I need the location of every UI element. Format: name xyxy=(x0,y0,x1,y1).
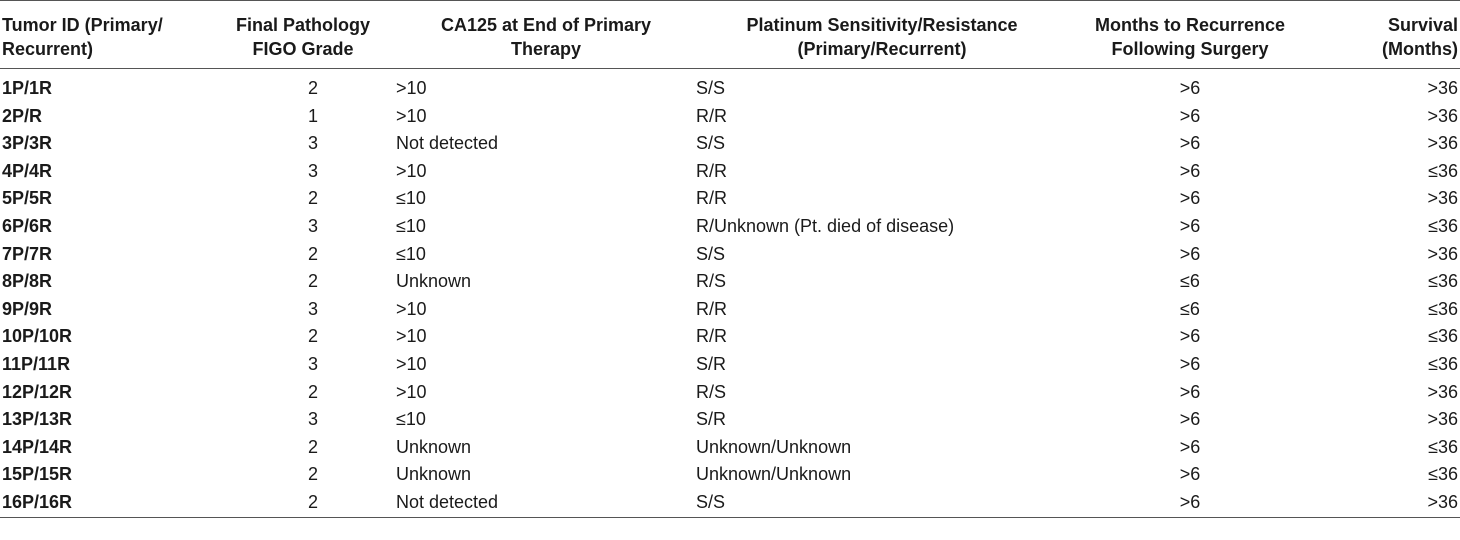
cell-tumor-id: 7P/7R xyxy=(2,243,53,264)
table-body xyxy=(0,69,1460,518)
cell-tumor-id: 4P/4R xyxy=(2,160,53,181)
cell-grade: 3 xyxy=(307,133,318,154)
cell-tumor-id: 2P/R xyxy=(2,105,43,126)
cell-months: >6 xyxy=(1179,105,1201,126)
cell-platinum: S/S xyxy=(696,133,726,154)
cell-survival: ≤36 xyxy=(1428,436,1458,457)
table-row xyxy=(0,461,1460,489)
header-survival-line2: (Months) xyxy=(1382,39,1458,59)
cell-ca125: >10 xyxy=(396,326,427,347)
cell-survival: >36 xyxy=(1427,491,1458,512)
table-header xyxy=(0,1,1460,69)
cell-ca125: Not detected xyxy=(396,491,499,512)
cell-grade: 3 xyxy=(307,409,318,430)
cell-platinum: S/R xyxy=(696,353,727,374)
cell-months: >6 xyxy=(1179,160,1201,181)
table-row xyxy=(0,489,1460,517)
cell-grade: 3 xyxy=(307,353,318,374)
cell-grade: 2 xyxy=(307,381,318,402)
cell-months: ≤6 xyxy=(1180,298,1200,319)
cell-ca125: ≤10 xyxy=(396,409,426,430)
cell-platinum: R/R xyxy=(696,160,727,181)
cell-ca125: ≤10 xyxy=(396,215,426,236)
table-row xyxy=(0,379,1460,407)
cell-survival: >36 xyxy=(1427,243,1458,264)
cell-platinum: R/R xyxy=(696,298,727,319)
cell-grade: 2 xyxy=(307,464,318,485)
cell-grade: 2 xyxy=(307,271,318,292)
cell-tumor-id: 1P/1R xyxy=(2,78,53,98)
header-grade-line1: Final Pathology xyxy=(235,15,370,35)
cell-platinum: S/R xyxy=(696,409,727,430)
table-row xyxy=(0,213,1460,241)
header-months-line2: Following Surgery xyxy=(1111,39,1269,59)
header-platinum-line2: (Primary/Recurrent) xyxy=(797,39,967,59)
cell-ca125: ≤10 xyxy=(396,188,426,209)
cell-grade: 2 xyxy=(307,243,318,264)
table-row xyxy=(0,103,1460,131)
header-platinum-line1: Platinum Sensitivity/Resistance xyxy=(746,15,1018,35)
cell-grade: 2 xyxy=(307,491,318,512)
cell-tumor-id: 11P/11R xyxy=(2,353,71,374)
cell-survival: >36 xyxy=(1427,78,1458,98)
cell-grade: 3 xyxy=(307,160,318,181)
cell-months: >6 xyxy=(1179,215,1201,236)
cell-months: >6 xyxy=(1179,78,1201,98)
cell-survival: >36 xyxy=(1427,381,1458,402)
cell-months: >6 xyxy=(1179,188,1201,209)
cell-survival: >36 xyxy=(1427,188,1458,209)
cell-months: >6 xyxy=(1179,491,1201,512)
cell-grade: 3 xyxy=(307,298,318,319)
header-survival xyxy=(1312,1,1460,69)
cell-survival: ≤36 xyxy=(1428,271,1458,292)
cell-ca125: >10 xyxy=(396,78,427,98)
cell-grade: 2 xyxy=(307,78,318,98)
cell-grade: 1 xyxy=(307,105,318,126)
cell-ca125: >10 xyxy=(396,381,427,402)
cell-ca125: >10 xyxy=(396,353,427,374)
cell-ca125: >10 xyxy=(396,105,427,126)
cell-tumor-id: 12P/12R xyxy=(2,381,73,402)
cell-platinum: R/Unknown (Pt. died of disease) xyxy=(696,215,955,236)
cell-platinum: S/S xyxy=(696,78,726,98)
cell-survival: >36 xyxy=(1427,133,1458,154)
cell-ca125: >10 xyxy=(396,160,427,181)
cell-tumor-id: 14P/14R xyxy=(2,436,73,457)
cell-ca125: Unknown xyxy=(396,271,472,292)
cell-months: >6 xyxy=(1179,436,1201,457)
cell-tumor-id: 9P/9R xyxy=(2,298,53,319)
cell-grade: 2 xyxy=(307,188,318,209)
header-platinum xyxy=(696,1,1068,69)
cell-ca125: Unknown xyxy=(396,464,472,485)
table-row xyxy=(0,351,1460,379)
cell-survival: ≤36 xyxy=(1428,353,1458,374)
cell-ca125: >10 xyxy=(396,298,427,319)
header-months-line1: Months to Recurrence xyxy=(1094,15,1286,35)
cell-tumor-id: 10P/10R xyxy=(2,326,73,347)
cell-ca125: Unknown xyxy=(396,436,472,457)
cell-grade: 3 xyxy=(307,215,318,236)
cell-platinum: S/S xyxy=(696,243,726,264)
table-row xyxy=(0,241,1460,269)
cell-months: >6 xyxy=(1179,464,1201,485)
cell-grade: 2 xyxy=(307,326,318,347)
table-row xyxy=(0,158,1460,186)
cell-months: >6 xyxy=(1179,353,1201,374)
cell-months: >6 xyxy=(1179,326,1201,347)
table-row xyxy=(0,323,1460,351)
header-ca125-line1: CA125 at End of Primary xyxy=(440,15,652,35)
cell-tumor-id: 5P/5R xyxy=(2,188,53,209)
cell-months: >6 xyxy=(1179,133,1201,154)
cell-tumor-id: 13P/13R xyxy=(2,409,73,430)
cell-survival: >36 xyxy=(1427,409,1458,430)
cell-months: >6 xyxy=(1179,381,1201,402)
header-tumor-id xyxy=(0,1,210,69)
table-row xyxy=(0,69,1460,103)
cell-platinum: Unknown/Unknown xyxy=(696,464,852,485)
cell-survival: ≤36 xyxy=(1428,215,1458,236)
cell-months: >6 xyxy=(1179,409,1201,430)
cell-survival: ≤36 xyxy=(1428,160,1458,181)
cell-tumor-id: 6P/6R xyxy=(2,215,53,236)
table-row xyxy=(0,268,1460,296)
cell-platinum: R/R xyxy=(696,105,727,126)
header-grade xyxy=(210,1,396,69)
cell-ca125: Not detected xyxy=(396,133,499,154)
header-ca125-line2: Therapy xyxy=(510,39,582,59)
cell-platinum: S/S xyxy=(696,491,726,512)
table-row xyxy=(0,406,1460,434)
table-row xyxy=(0,434,1460,462)
cell-platinum: R/S xyxy=(696,271,727,292)
cell-platinum: R/S xyxy=(696,381,727,402)
cell-months: >6 xyxy=(1179,243,1201,264)
cell-tumor-id: 8P/8R xyxy=(2,271,53,292)
cell-survival: ≤36 xyxy=(1428,464,1458,485)
header-survival-line1: Survival xyxy=(1387,15,1458,35)
table-row xyxy=(0,185,1460,213)
header-ca125 xyxy=(396,1,696,69)
table-row xyxy=(0,130,1460,158)
table-row xyxy=(0,296,1460,324)
cell-survival: ≤36 xyxy=(1428,298,1458,319)
cell-survival: ≤36 xyxy=(1428,326,1458,347)
header-months xyxy=(1068,1,1312,69)
header-tumor-id-line1: Tumor ID (Primary/ xyxy=(2,15,163,35)
cell-months: ≤6 xyxy=(1180,271,1200,292)
cell-tumor-id: 3P/3R xyxy=(2,133,53,154)
cell-tumor-id: 15P/15R xyxy=(2,464,73,485)
cell-survival: >36 xyxy=(1427,105,1458,126)
cell-platinum: R/R xyxy=(696,188,727,209)
cell-grade: 2 xyxy=(307,436,318,457)
cell-tumor-id: 16P/16R xyxy=(2,491,73,512)
cell-platinum: Unknown/Unknown xyxy=(696,436,852,457)
header-row xyxy=(0,1,1460,69)
header-grade-line2: FIGO Grade xyxy=(252,39,354,59)
header-tumor-id-line2: Recurrent) xyxy=(2,39,94,59)
cell-ca125: ≤10 xyxy=(396,243,426,264)
cell-platinum: R/R xyxy=(696,326,727,347)
